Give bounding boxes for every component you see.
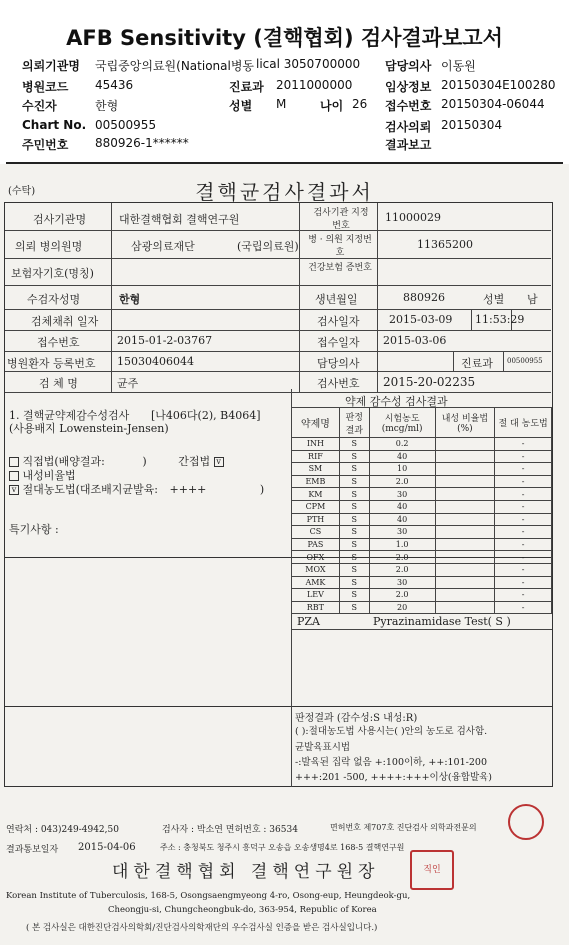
report-header	[0, 0, 569, 162]
drug-row	[292, 576, 552, 589]
method-ratio-label: 내성비율법	[22, 469, 76, 482]
grid-rule	[471, 309, 472, 330]
drug-ratio	[435, 500, 495, 513]
grid-rule	[5, 371, 551, 372]
drug-conc: 2.0	[369, 563, 435, 576]
drug-name: EMB	[292, 475, 340, 488]
drug-ratio	[435, 513, 495, 526]
header-row-chart	[0, 118, 569, 136]
interp-line-3: -:발육된 집락 없음 +:100이하, ++:101-200	[295, 757, 487, 768]
drug-conc: 30	[369, 576, 435, 589]
drug-conc: 2.0	[369, 551, 435, 564]
drug-row	[292, 500, 552, 513]
header-row-ssn	[0, 136, 569, 154]
drug-ratio	[435, 526, 495, 539]
header-row-patient	[0, 97, 569, 115]
method-abs-close: )	[259, 483, 265, 496]
drug-result: S	[339, 475, 369, 488]
hospital-code-label: 병원코드	[22, 80, 69, 94]
patient-value: 한형	[119, 293, 141, 306]
footer-address-en-2: Cheongju-si, Chungcheongbuk-do, 363-954, Republic of Korea	[108, 905, 377, 915]
specimen-label: 검 체 명	[39, 377, 78, 390]
pza-value: Pyrazinamidase Test( S )	[373, 615, 511, 628]
drug-row	[292, 450, 552, 463]
hospital-code-value: 45436	[95, 78, 134, 92]
drug-abs: -	[495, 526, 552, 539]
ssn-value: 880926-1******	[95, 136, 189, 150]
col-drug: 약제명	[292, 408, 340, 438]
drug-conc: 2.0	[369, 589, 435, 602]
drug-ratio	[435, 563, 495, 576]
grid-rule	[453, 351, 454, 371]
drug-name: AMK	[292, 576, 340, 589]
exam-time-value: 11:53:29	[475, 313, 525, 326]
req-hosp-value: 삼광의료재단	[131, 240, 195, 253]
interp-line-2: 균발육표시법	[295, 742, 351, 753]
drug-abs: -	[495, 589, 552, 602]
method-direct-label: 직접법(배양결과:	[22, 455, 105, 468]
drug-result: S	[339, 576, 369, 589]
footer-address-en-1: Korean Institute of Tuberculosis, 168-5, Osongsaengmyeong 4-ro, Osong-eup, Heungdeok-gu,	[6, 891, 411, 901]
req-date-label: 검사의뢰	[385, 120, 432, 134]
direct-method-checkbox	[9, 457, 19, 467]
grid-rule	[291, 613, 552, 614]
insurance-label: 보험자기호(명칭)	[11, 267, 94, 280]
report-title: AFB Sensitivity (결핵협회) 검사결과보고서	[66, 26, 503, 50]
col-result: 판정 결과	[339, 408, 369, 438]
grid-rule	[503, 351, 504, 371]
dept-value: 2011000000	[276, 78, 353, 92]
drug-ratio	[435, 488, 495, 501]
drug-conc: 40	[369, 450, 435, 463]
drug-conc: 30	[369, 488, 435, 501]
drug-conc: 40	[369, 500, 435, 513]
footer-report-date-label: 결과통보일자	[6, 845, 59, 855]
test-code: [나406다(2), B4064]	[151, 409, 261, 422]
rcpt-no-label: 접수번호	[37, 336, 80, 349]
dob-value: 880926	[403, 291, 445, 304]
drug-name: OFX	[292, 551, 340, 564]
drug-name: CS	[292, 526, 340, 539]
drug-conc: 20	[369, 601, 435, 614]
reg-no-label: 병원환자 등록번호	[7, 357, 96, 370]
ratio-method-checkbox	[9, 471, 19, 481]
form-dept-value: 00500955	[507, 357, 543, 365]
drug-conc: 30	[369, 526, 435, 539]
drug-row	[292, 475, 552, 488]
dept-label: 진료과	[229, 80, 264, 94]
method-abs-label: 절대농도법(대조배지균발육:	[22, 483, 159, 496]
drug-conc: 2.0	[369, 475, 435, 488]
specimen-value: 균주	[117, 377, 139, 390]
test-section	[4, 389, 553, 707]
results-title: 약제 감수성 검사결과	[345, 395, 448, 408]
drug-result: S	[339, 551, 369, 564]
clinical-value: 20150304E100280	[441, 78, 556, 92]
footer-examiner: 검사자 : 박소연 면허번호 : 36534	[162, 825, 298, 835]
reg-no-value: 15030406044	[117, 355, 194, 368]
drug-name: SM	[292, 463, 340, 476]
grid-rule	[5, 309, 551, 310]
interp-title: 판정결과 (감수성:S 내성:R)	[295, 713, 418, 724]
drug-row	[292, 538, 552, 551]
drug-row	[292, 526, 552, 539]
requesting-org-value: 국립중앙의료원(National병동	[95, 59, 255, 73]
clinical-label: 임상정보	[385, 80, 432, 94]
receipt-mark: (수탁)	[8, 186, 36, 197]
drug-row	[292, 463, 552, 476]
drug-ratio	[435, 475, 495, 488]
drug-result: S	[339, 513, 369, 526]
drug-abs: -	[495, 438, 552, 451]
drug-result: S	[339, 438, 369, 451]
drug-result: S	[339, 601, 369, 614]
footer-contact: 연락처 : 043)249-4942,50	[6, 825, 119, 835]
form-doctor-label: 담당의사	[317, 357, 360, 370]
drug-abs: -	[495, 463, 552, 476]
report-label: 결과보고	[385, 138, 432, 152]
drug-ratio	[435, 589, 495, 602]
drug-result: S	[339, 450, 369, 463]
drug-table-header	[292, 408, 552, 438]
remarks-label: 특기사항 :	[9, 523, 59, 536]
lab-name-label: 검사기관명	[33, 213, 87, 226]
drug-ratio	[435, 538, 495, 551]
footer-report-date-value: 2015-04-06	[78, 842, 136, 853]
dob-label: 생년월일	[315, 293, 358, 306]
drug-name: PTH	[292, 513, 340, 526]
drug-name: RIF	[292, 450, 340, 463]
drug-result: S	[339, 463, 369, 476]
grid-rule	[5, 351, 551, 352]
drug-result: S	[339, 500, 369, 513]
exam-no-label: 검사번호	[317, 377, 360, 390]
sex-value: M	[276, 97, 287, 111]
col-ratio: 내성 비율법(%)	[435, 408, 495, 438]
chart-label: Chart No.	[22, 118, 87, 132]
receiver-value: 한형	[95, 99, 119, 113]
age-value: 26	[352, 97, 368, 111]
req-hosp-sub: (국립의료원)	[237, 240, 299, 253]
grid-rule	[377, 203, 378, 392]
scanned-result-form	[0, 164, 569, 945]
form-dept-label: 진료과	[461, 357, 493, 370]
exam-no-value: 2015-20-02235	[383, 375, 476, 389]
method-abs-value: ++++	[169, 483, 207, 496]
drug-conc: 40	[369, 513, 435, 526]
grid-rule	[5, 330, 551, 331]
drug-abs: -	[495, 450, 552, 463]
rcpt-date-label: 접수일자	[317, 336, 360, 349]
drug-abs: -	[495, 538, 552, 551]
drug-name: CPM	[292, 500, 340, 513]
circular-seal	[508, 804, 544, 840]
requesting-org-label: 의뢰기관명	[22, 59, 80, 73]
header-row-org	[0, 57, 569, 75]
abs-method-checkbox: v	[9, 485, 19, 495]
age-label: 나이	[320, 99, 344, 113]
drug-row	[292, 563, 552, 576]
doctor-label: 담당의사	[385, 59, 432, 73]
interp-line-4: +++:201 -500, ++++:+++이상(융합발육)	[295, 772, 493, 783]
drug-table-body	[292, 438, 552, 614]
grid-rule	[291, 707, 292, 787]
grid-rule	[5, 230, 551, 231]
lab-id-value: 11000029	[385, 211, 441, 224]
drug-ratio	[435, 438, 495, 451]
drug-abs: -	[495, 563, 552, 576]
drug-ratio	[435, 576, 495, 589]
drug-conc: 10	[369, 463, 435, 476]
drug-conc: 0.2	[369, 438, 435, 451]
drug-abs: -	[495, 601, 552, 614]
drug-name: INH	[292, 438, 340, 451]
drug-result: S	[339, 563, 369, 576]
drug-name: RBT	[292, 601, 340, 614]
drug-ratio	[435, 551, 495, 564]
accession-label: 접수번호	[385, 99, 432, 113]
chart-value: 00500955	[95, 118, 157, 132]
drug-row	[292, 551, 552, 564]
drug-name: PAS	[292, 538, 340, 551]
doctor-value: 이동원	[441, 59, 476, 73]
grid-rule	[5, 258, 551, 259]
grid-rule	[5, 285, 551, 286]
drug-row	[292, 438, 552, 451]
collect-date-label: 검체채취 일자	[31, 315, 99, 328]
official-stamp: 직인	[410, 850, 454, 890]
ward-value: lical 3050700000	[256, 57, 361, 71]
footer-institute: 대한결핵협회 결핵연구원장	[112, 862, 380, 882]
footer-director: 면허번호 제707호 진단검사 의학과전문의	[330, 823, 477, 832]
hosp-id-label: 병 · 의원 지정번호	[308, 235, 372, 258]
interp-line-1: ( ):절대농도법 사용시는( )안의 농도로 검사함.	[295, 726, 488, 737]
col-abs: 절 대 농도법	[495, 408, 552, 438]
drug-abs: -	[495, 488, 552, 501]
drug-row	[292, 589, 552, 602]
drug-ratio	[435, 601, 495, 614]
pza-label: PZA	[297, 615, 320, 628]
accession-value: 20150304-06044	[441, 97, 545, 111]
drug-row	[292, 513, 552, 526]
form-sex-label: 성별	[483, 293, 505, 306]
drug-abs: -	[495, 475, 552, 488]
drug-row	[292, 488, 552, 501]
drug-result: S	[339, 488, 369, 501]
insurance-id-label: 건강보험 증번호	[308, 263, 372, 273]
method-direct-close: )	[142, 455, 147, 468]
grid-rule	[291, 629, 552, 630]
drug-abs: -	[495, 500, 552, 513]
rcpt-date-value: 2015-03-06	[383, 334, 447, 347]
drug-abs: -	[495, 513, 552, 526]
indirect-method-checkbox: v	[214, 457, 224, 467]
rcpt-no-value: 2015-01-2-03767	[117, 334, 213, 347]
drug-result: S	[339, 589, 369, 602]
test-title: 1. 결핵균약제감수성검사	[9, 409, 130, 422]
drug-abs: -	[495, 551, 552, 564]
patient-label: 수검자성명	[27, 293, 81, 306]
req-date-value: 20150304	[441, 118, 503, 132]
drug-name: MOX	[292, 563, 340, 576]
drug-results-table	[291, 407, 552, 614]
drug-result: S	[339, 526, 369, 539]
drug-name: KM	[292, 488, 340, 501]
lab-name-value: 대한결핵협회 결핵연구원	[119, 213, 240, 226]
exam-date-value: 2015-03-09	[389, 313, 453, 326]
footer-address-kr: 주소 : 충청북도 청주시 흥덕구 오송읍 오송생명4로 168-5 결핵연구원	[160, 843, 405, 852]
sex-label: 성별	[229, 99, 253, 113]
exam-date-label: 검사일자	[317, 315, 360, 328]
grid-rule	[111, 203, 112, 392]
method-indirect-label: 간접법	[178, 455, 211, 468]
form-sex-value: 남	[527, 293, 538, 306]
method-abs-row	[9, 481, 264, 497]
drug-abs: -	[495, 576, 552, 589]
footer-note: ( 본 검사실은 대한진단검사의학회/진단검사의학재단의 우수검사실 인증을 받은 검사실입니다.)	[26, 923, 378, 933]
form-title: 결핵균검사결과서	[195, 180, 374, 204]
lab-id-label: 검사기관 지정번호	[313, 208, 369, 231]
test-medium: (사용배지 Lowenstein-Jensen)	[9, 422, 169, 435]
receiver-label: 수진자	[22, 99, 57, 113]
grid-rule	[299, 203, 300, 392]
drug-ratio	[435, 463, 495, 476]
drug-row	[292, 601, 552, 614]
col-conc: 시험농도 (mcg/ml)	[369, 408, 435, 438]
drug-conc: 1.0	[369, 538, 435, 551]
hosp-id-value: 11365200	[417, 238, 473, 251]
header-row-code	[0, 78, 569, 96]
drug-name: LEV	[292, 589, 340, 602]
ssn-label: 주민번호	[22, 138, 69, 152]
drug-result: S	[339, 538, 369, 551]
req-hosp-label: 의뢰 병의원명	[15, 240, 83, 253]
interpretation-section	[4, 707, 553, 787]
drug-ratio	[435, 450, 495, 463]
